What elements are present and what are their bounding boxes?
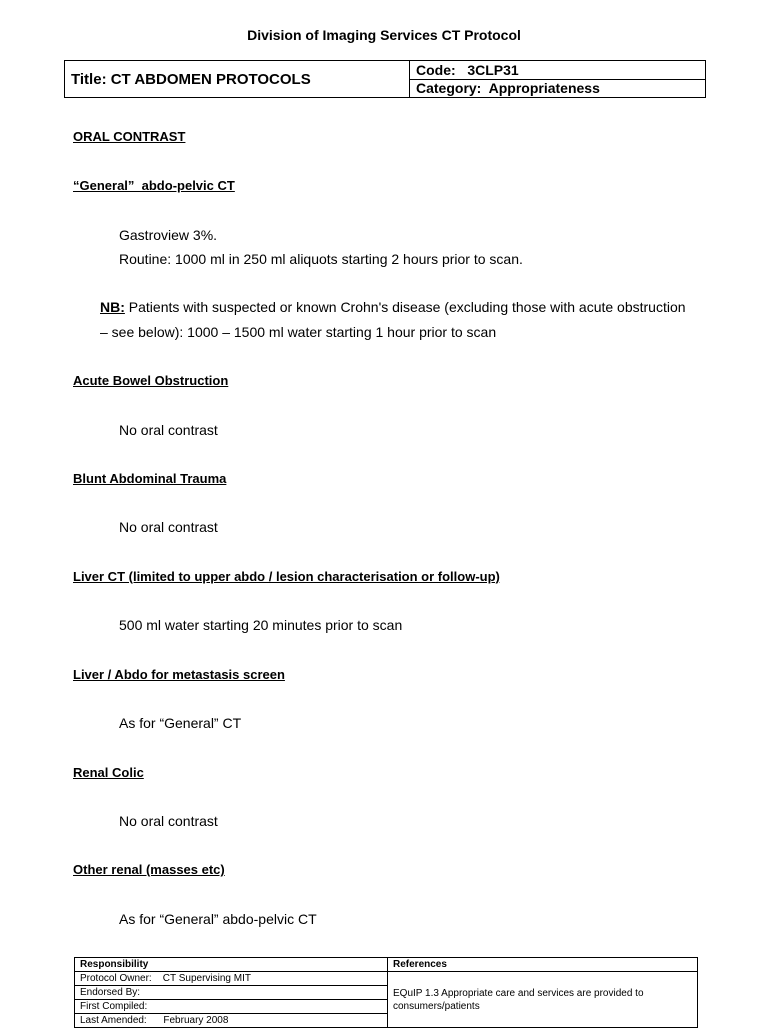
nb-text-line2: – see below): 1000 – 1500 ml water starting 1 hour prior to scan [100, 324, 497, 340]
protocol-title: Title: CT ABDOMEN PROTOCOLS [65, 61, 410, 98]
footer-table [74, 957, 698, 1028]
general-ct-routine: Routine: 1000 ml in 250 ml aliquots starting 2 hours prior to scan. [119, 251, 523, 267]
reference-text: EQuIP 1.3 Appropriate care and services are provided to consumers/patients [388, 972, 698, 1028]
protocol-code: Code: 3CLP31 [410, 61, 706, 80]
renal-colic-heading: Renal Colic [73, 765, 144, 780]
general-ct-heading: “General” abdo-pelvic CT [73, 178, 235, 193]
other-renal-text: As for “General” abdo-pelvic CT [119, 911, 317, 927]
blunt-trauma-heading: Blunt Abdominal Trauma [73, 471, 227, 486]
other-renal-heading: Other renal (masses etc) [73, 862, 225, 877]
liver-abdo-text: As for “General” CT [119, 715, 242, 731]
nb-note-line1 [100, 299, 686, 315]
acute-bowel-text: No oral contrast [119, 422, 218, 438]
nb-text-line1: Patients with suspected or known Crohn's disease (excluding those with acute obstruction [124, 299, 686, 315]
last-amended: Last Amended: February 2008 [75, 1014, 388, 1028]
protocol-owner: Protocol Owner: CT Supervising MIT [75, 972, 388, 986]
blunt-trauma-text: No oral contrast [119, 519, 218, 535]
references-header: References [388, 958, 698, 972]
first-compiled: First Compiled: [75, 1000, 388, 1014]
protocol-category: Category: Appropriateness [410, 79, 706, 98]
liver-ct-text: 500 ml water starting 20 minutes prior to scan [119, 617, 403, 633]
endorsed-by: Endorsed By: [75, 986, 388, 1000]
document-title: Division of Imaging Services CT Protocol [247, 27, 521, 43]
oral-contrast-heading: ORAL CONTRAST [73, 129, 186, 144]
general-ct-agent: Gastroview 3%. [119, 227, 218, 243]
nb-label: NB: [100, 299, 125, 315]
header-table [64, 60, 706, 98]
liver-abdo-heading: Liver / Abdo for metastasis screen [73, 667, 285, 682]
liver-ct-heading: Liver CT (limited to upper abdo / lesion characterisation or follow-up) [73, 569, 500, 584]
renal-colic-text: No oral contrast [119, 813, 218, 829]
responsibility-header: Responsibility [75, 958, 388, 972]
acute-bowel-heading: Acute Bowel Obstruction [73, 373, 229, 388]
